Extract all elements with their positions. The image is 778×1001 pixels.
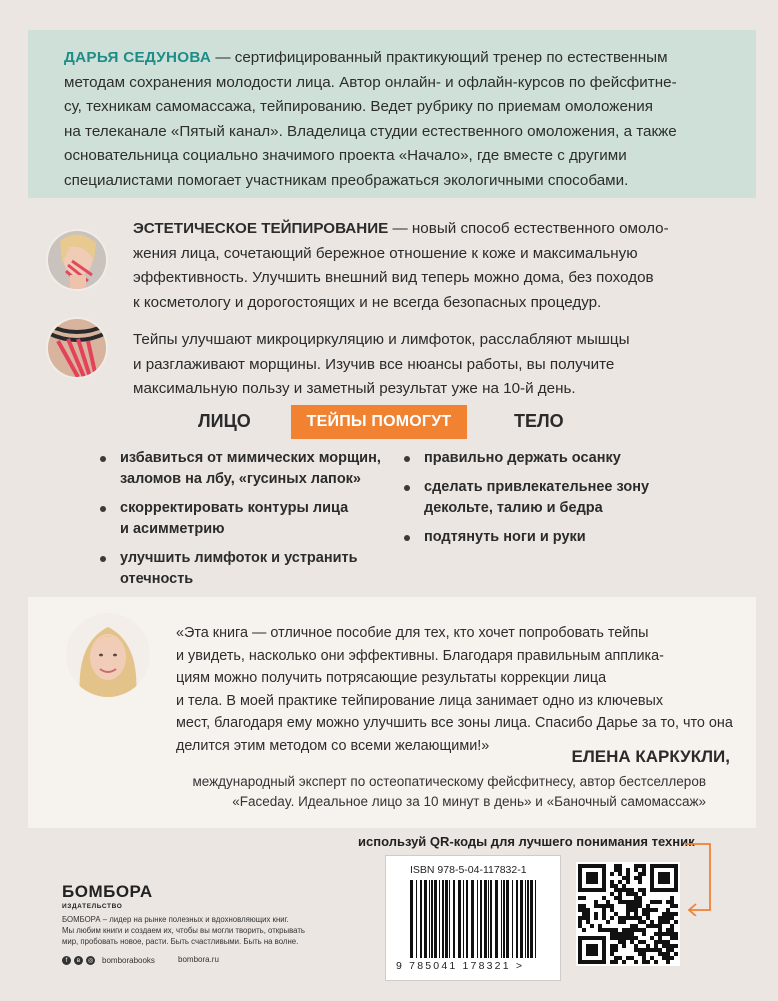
bullet-icon — [404, 485, 410, 491]
body-benefits-list — [402, 448, 672, 556]
quote-line: циям можно получить потрясающие результаты коррекции лица — [176, 670, 607, 686]
author-name: ДАРЬЯ СЕДУНОВА — [64, 49, 212, 66]
intro-text — [133, 217, 693, 415]
isbn-label: ISBN 978-5-04-117832-1 — [410, 864, 527, 876]
social-links — [62, 956, 155, 965]
qr-hint: используй QR-коды для лучшего понимания техник — [358, 834, 695, 849]
social-handle[interactable]: bomborabooks — [102, 956, 155, 965]
face-taping-photo — [46, 229, 108, 291]
qr-code[interactable] — [576, 862, 680, 966]
quote-line: делится этим методом со всеми желающими!» — [176, 737, 490, 754]
quote-line: и тела. В моей практике тейпирование лица занимает одно из ключевых — [176, 692, 664, 709]
quote-line: «Эта книга — отличное пособие для тех, кто хочет попробовать тейпы — [176, 625, 649, 641]
author-bio-line-5: основательница социально значимого проекта «Начало», где вместе с другими — [64, 147, 627, 164]
quote-author-photo — [66, 613, 150, 697]
intro-title: ЭСТЕТИЧЕСКОЕ ТЕЙПИРОВАНИЕ — [133, 220, 389, 237]
list-item: правильно держать осанку — [402, 448, 672, 469]
arrow-icon — [684, 840, 714, 916]
bullet-icon — [404, 535, 410, 541]
intro-line-2: жения лица, сочетающий бережное отношение к коже и максимальную — [133, 244, 638, 262]
bullet-icon — [404, 456, 410, 462]
publisher-logo: БОМБОРА — [62, 882, 153, 901]
barcode-icon — [408, 880, 540, 958]
publisher-logo-subtitle: ИЗДАТЕЛЬСТВО — [62, 903, 123, 910]
author-bio-line-3: су, техникам самомассажа, тейпированию. Ведет рубрику по приемам омоложения — [64, 98, 653, 115]
author-bio-line-4: на телеканале «Пятый канал». Владелица студии естественного омоложения, а также — [64, 122, 677, 140]
author-bio-line-1: ДАРЬЯ СЕДУНОВА — сертифицированный практикующий тренер по естественным — [64, 49, 668, 66]
testimonial-quote — [176, 622, 738, 757]
vk-icon[interactable]: в — [74, 956, 83, 965]
tapes-help-badge: ТЕЙПЫ ПОМОГУТ — [291, 405, 467, 439]
author-bio-line-2: методам сохранения молодости лица. Автор онлайн- и офлайн-курсов по фейсфитне- — [64, 73, 677, 91]
intro-line-7: максимальную пользу и заметный результат уже на 10-й день. — [133, 380, 576, 397]
intro-line-4: к косметологу и дорогостоящих и не всегда безопасных процедур. — [133, 293, 602, 311]
qr-code-icon — [576, 862, 680, 966]
face-heading: ЛИЦО — [198, 411, 251, 431]
facebook-icon[interactable]: f — [62, 956, 71, 965]
bullet-icon — [100, 456, 106, 462]
intro-line-3: эффективность. Улучшить внешний вид теперь можно дома, без походов — [133, 269, 654, 286]
intro-paragraph-1 — [133, 217, 693, 315]
instagram-icon[interactable]: ◎ — [87, 958, 94, 964]
publisher-website[interactable]: bombora.ru — [178, 955, 219, 964]
quote-author-name: ЕЛЕНА КАРКУКЛИ, — [571, 747, 730, 766]
list-item: подтянуть ноги и руки — [402, 527, 672, 548]
author-bio-box — [28, 30, 756, 198]
quote-line: и увидеть, насколько они эффективны. Благодаря правильным апплика- — [176, 647, 664, 664]
bullet-icon — [100, 556, 106, 562]
intro-line-5: Тейпы улучшают микроциркуляцию и лимфоток, расслабляют мышцы — [133, 331, 630, 348]
list-item: сделать привлекательнее зону декольте, талию и бедра — [402, 477, 672, 519]
quote-line: мест, благодаря ему можно улучшить все зоны лица. Спасибо Дарье за то, что она — [176, 715, 733, 731]
body-taping-photo — [46, 317, 108, 379]
list-item: избавиться от мимических морщин, заломов на лбу, «гусиных лапок» — [98, 448, 388, 490]
intro-line-1: ЭСТЕТИЧЕСКОЕ ТЕЙПИРОВАНИЕ — новый способ естественного омоло- — [133, 220, 669, 237]
bullet-icon — [100, 506, 106, 512]
barcode-number: 9 785041 178321 > — [396, 960, 525, 972]
list-item: улучшить лимфоток и устранить отечность — [98, 548, 388, 590]
face-benefits-list — [98, 448, 388, 598]
author-bio-line-6: специалистами помогает участникам преображаться экологичными способами. — [64, 171, 629, 189]
isbn-barcode — [385, 855, 561, 981]
intro-paragraph-2 — [133, 328, 693, 402]
intro-line-6: и разглаживают морщины. Изучив все нюансы работы, вы получите — [133, 355, 615, 373]
list-item: скорректировать контуры лица и асимметрию — [98, 498, 388, 540]
quote-author-role: международный эксперт по остеопатическому фейсфитнесу, автор бестселлеров «Faceday. Идеальное лицо за 10 минут в день» и «Баночный самомассаж» — [192, 774, 706, 809]
publisher-description: БОМБОРА – лидер на рынке полезных и вдохновляющих книг. Мы любим книги и создаем их, чтобы вы могли творить, открывать мир, пробовать новое, расти. Быть счастливыми. Быть на волне. — [62, 915, 305, 946]
body-heading: ТЕЛО — [514, 411, 564, 431]
